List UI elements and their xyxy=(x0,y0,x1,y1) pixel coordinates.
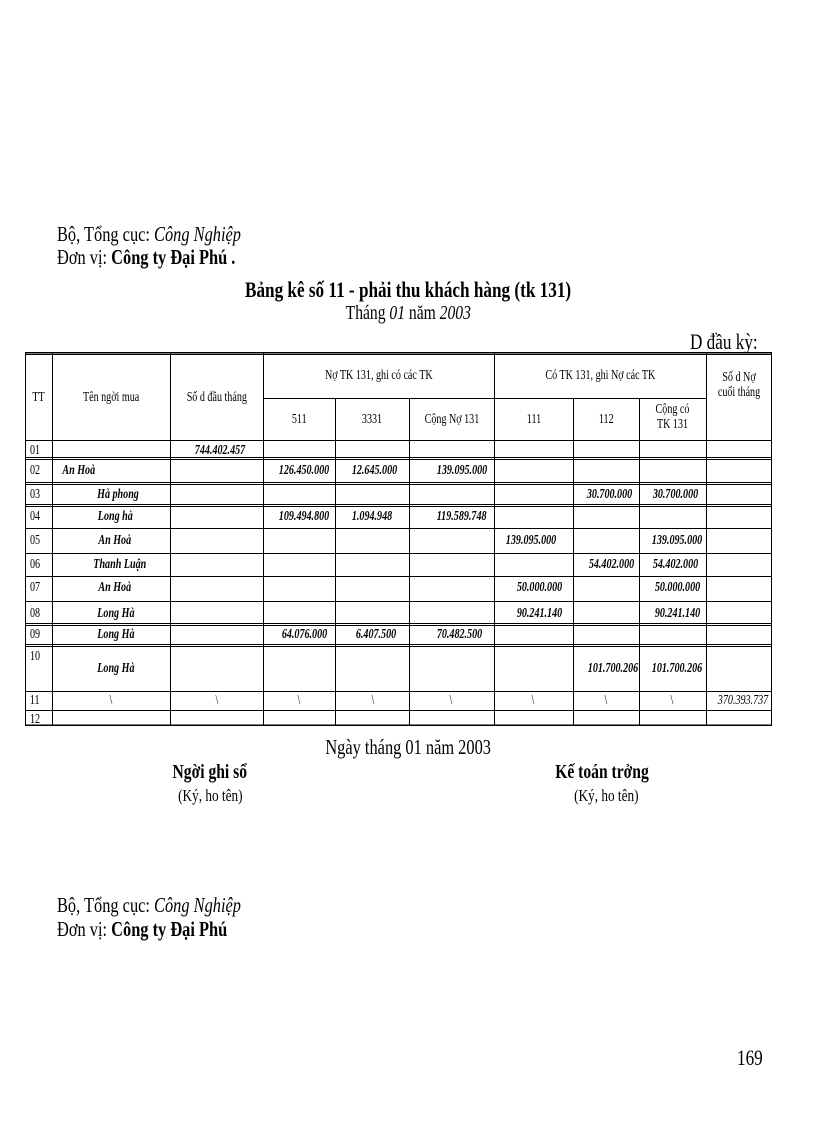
header-debit-group: Nợ TK 131, ghi có các TK xyxy=(324,368,433,383)
row-07-111: 50.000.000 xyxy=(516,580,563,595)
row-09-511: 64.076.000 xyxy=(281,627,328,642)
row-05-credit-total: 139.095.000 xyxy=(651,533,703,548)
row-11-closing: 370.393.737 xyxy=(717,693,769,708)
row-01-tt: 01 xyxy=(29,443,41,458)
header-111: 111 xyxy=(526,412,541,427)
signer-right-title: Kế toán trởng xyxy=(555,761,649,783)
header-opening: Số d đầu tháng xyxy=(186,390,248,405)
row-09-3331: 6.407.500 xyxy=(355,627,397,642)
page-number: 169 xyxy=(737,1045,763,1070)
row-11-buyer: \ xyxy=(109,693,113,708)
row-02-3331: 12.645.000 xyxy=(351,463,398,478)
row-06-credit-total: 54.402.000 xyxy=(652,557,699,572)
header-112: 112 xyxy=(598,412,614,427)
row-04-debit-total: 119.589.748 xyxy=(436,509,487,524)
row-08-buyer: Long Hà xyxy=(97,606,135,621)
header-credit-group: Có TK 131, ghi Nợ các TK xyxy=(545,368,655,383)
row-08-tt: 08 xyxy=(29,606,41,621)
ministry-line xyxy=(57,222,293,246)
row-11-112: \ xyxy=(604,693,608,708)
row-11-511: \ xyxy=(297,693,301,708)
subtitle-year: 2003 xyxy=(439,302,471,324)
row-03-112: 30.700.000 xyxy=(586,487,633,502)
row-11-3331: \ xyxy=(371,693,375,708)
row-04-3331: 1.094.948 xyxy=(351,509,393,524)
row-11-111: \ xyxy=(531,693,535,708)
row-09-debit-total: 70.482.500 xyxy=(436,627,483,642)
row-09-tt: 09 xyxy=(29,627,41,642)
subtitle-mid: năm xyxy=(408,302,436,324)
date-line: Ngày tháng 01 năm 2003 xyxy=(325,735,491,759)
unit-label-2: Đơn vị: xyxy=(57,917,108,941)
header-tt: TT xyxy=(32,390,46,405)
header-511: 511 xyxy=(291,412,307,427)
row-03-buyer: Hà phong xyxy=(97,487,139,502)
page-subtitle xyxy=(0,302,816,324)
unit-value: Công ty Đại Phú . xyxy=(111,245,236,269)
row-07-buyer: An Hoà xyxy=(98,580,132,595)
header-buyer: Tên ngời mua xyxy=(83,390,140,405)
unit-value-2: Công ty Đại Phú xyxy=(111,917,228,941)
row-04-buyer: Long hà xyxy=(97,509,133,524)
row-10-112: 101.700.206 xyxy=(587,661,639,676)
row-06-tt: 06 xyxy=(29,557,41,572)
row-03-tt: 03 xyxy=(29,487,41,502)
row-07-credit-total: 50.000.000 xyxy=(654,580,701,595)
row-11-tt: 11 xyxy=(29,693,40,708)
receivables-table xyxy=(25,352,772,726)
row-10-tt: 10 xyxy=(29,649,41,664)
row-05-tt: 05 xyxy=(29,533,41,548)
ministry-value: Công Nghiệp xyxy=(154,222,241,246)
row-11-credit-total: \ xyxy=(670,693,674,708)
row-08-credit-total: 90.241.140 xyxy=(654,606,701,621)
ministry-label-2: Bộ, Tổng cục: xyxy=(57,893,150,917)
row-02-tt: 02 xyxy=(29,463,41,478)
row-01-opening: 744.402.457 xyxy=(194,443,246,458)
header-debit-total: Cộng Nợ 131 xyxy=(424,412,479,427)
unit-line xyxy=(57,245,286,269)
row-05-111: 139.095.000 xyxy=(505,533,557,548)
row-02-511: 126.450.000 xyxy=(278,463,330,478)
opening-note: D đầu kỳ: xyxy=(690,329,758,354)
row-10-buyer: Long Hà xyxy=(97,661,135,676)
row-06-buyer: Thanh Luận xyxy=(93,557,147,572)
row-03-credit-total: 30.700.000 xyxy=(652,487,699,502)
row-11-debit-total: \ xyxy=(449,693,453,708)
signer-left-title: Ngời ghi sổ xyxy=(172,761,248,783)
row-08-111: 90.241.140 xyxy=(516,606,563,621)
row-12-tt: 12 xyxy=(29,712,41,727)
page-title: Bảng kê số 11 - phải thu khách hàng (tk 131) xyxy=(244,277,572,302)
row-04-511: 109.494.800 xyxy=(278,509,330,524)
row-04-tt: 04 xyxy=(29,509,41,524)
signer-right-sub: (Ký, ho tên) xyxy=(573,786,639,805)
row-10-credit-total: 101.700.206 xyxy=(651,661,703,676)
row-05-buyer: An Hoà xyxy=(98,533,132,548)
ministry-label: Bộ, Tổng cục: xyxy=(57,222,150,246)
header-credit-total: Cộng có TK 131 xyxy=(655,402,690,432)
subtitle-month: 01 xyxy=(389,302,405,324)
unit-line-2 xyxy=(57,917,275,941)
ministry-line-2 xyxy=(57,893,293,917)
ministry-value-2: Công Nghiệp xyxy=(154,893,241,917)
signer-left-sub: (Ký, ho tên) xyxy=(177,786,243,805)
row-02-buyer: An Hoà xyxy=(62,463,96,478)
row-02-debit-total: 139.095.000 xyxy=(436,463,488,478)
row-06-112: 54.402.000 xyxy=(588,557,635,572)
subtitle-prefix: Tháng xyxy=(345,302,386,324)
header-3331: 3331 xyxy=(361,412,383,427)
unit-label: Đơn vị: xyxy=(57,245,108,269)
row-11-opening: \ xyxy=(215,693,219,708)
row-09-buyer: Long Hà xyxy=(97,627,135,642)
row-07-tt: 07 xyxy=(29,580,41,595)
header-closing: Số d Nợ cuối tháng xyxy=(717,370,761,400)
